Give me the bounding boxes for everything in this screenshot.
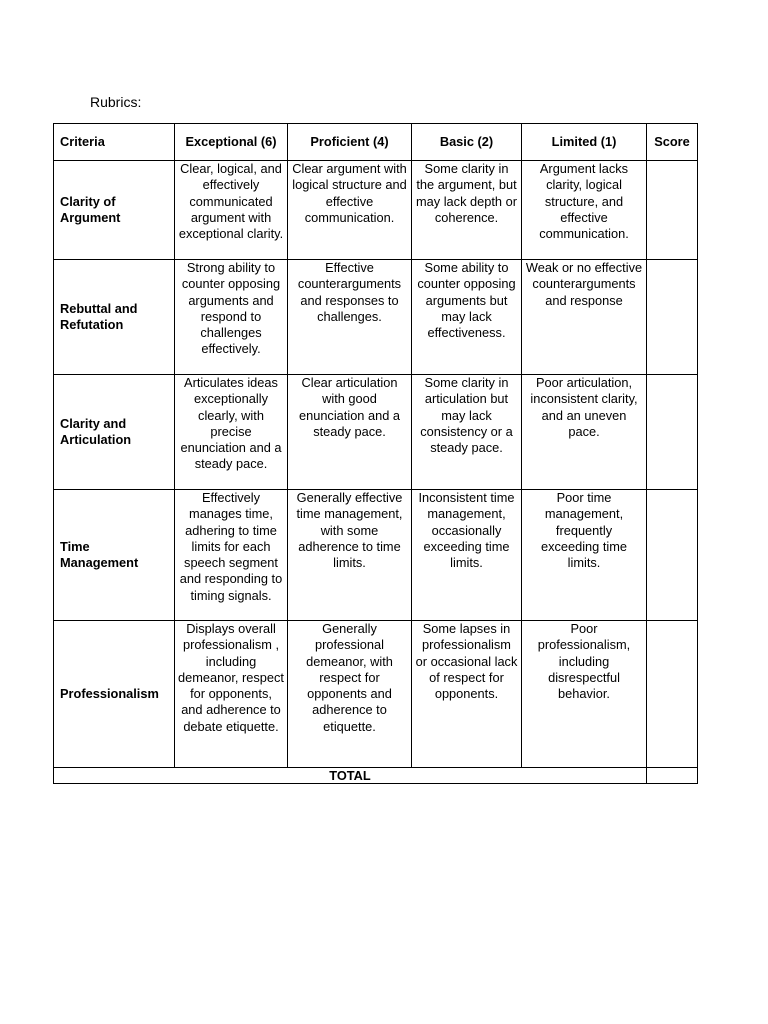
rubric-table <box>53 123 698 784</box>
criteria-cell: Time Management <box>54 490 175 621</box>
exceptional-cell: Clear, logical, and effectively communicated argument with exceptional clarity. <box>175 161 288 260</box>
basic-cell: Inconsistent time management, occasionally exceeding time limits. <box>412 490 522 621</box>
proficient-cell: Generally professional demeanor, with respect for opponents and adherence to etiquette. <box>288 621 412 768</box>
basic-cell: Some clarity in articulation but may lack consistency or a steady pace. <box>412 375 522 490</box>
header-limited: Limited (1) <box>522 124 647 161</box>
header-proficient: Proficient (4) <box>288 124 412 161</box>
exceptional-cell: Articulates ideas exceptionally clearly, with precise enunciation and a steady pace. <box>175 375 288 490</box>
criteria-cell: Clarity of Argument <box>54 161 175 260</box>
basic-cell: Some lapses in professionalism or occasional lack of respect for opponents. <box>412 621 522 768</box>
basic-cell: Some clarity in the argument, but may lack depth or coherence. <box>412 161 522 260</box>
total-score-cell <box>647 768 698 784</box>
criteria-cell: Professionalism <box>54 621 175 768</box>
score-cell <box>647 621 698 768</box>
table-row <box>54 260 698 375</box>
header-criteria: Criteria <box>54 124 175 161</box>
exceptional-cell: Effectively manages time, adhering to time limits for each speech segment and responding to timing signals. <box>175 490 288 621</box>
score-cell <box>647 260 698 375</box>
limited-cell: Argument lacks clarity, logical structure, and effective communication. <box>522 161 647 260</box>
limited-cell: Poor articulation, inconsistent clarity, and an uneven pace. <box>522 375 647 490</box>
proficient-cell: Generally effective time management, with some adherence to time limits. <box>288 490 412 621</box>
total-row <box>54 768 698 784</box>
limited-cell: Poor time management, frequently exceeding time limits. <box>522 490 647 621</box>
score-cell <box>647 375 698 490</box>
header-row <box>54 124 698 161</box>
score-cell <box>647 161 698 260</box>
proficient-cell: Clear articulation with good enunciation and a steady pace. <box>288 375 412 490</box>
criteria-cell: Rebuttal and Refutation <box>54 260 175 375</box>
limited-cell: Weak or no effective counterarguments and response <box>522 260 647 375</box>
criteria-cell: Clarity and Articulation <box>54 375 175 490</box>
table-row <box>54 161 698 260</box>
total-label: TOTAL <box>54 768 647 784</box>
header-exceptional: Exceptional (6) <box>175 124 288 161</box>
table-row <box>54 490 698 621</box>
exceptional-cell: Strong ability to counter opposing arguments and respond to challenges effectively. <box>175 260 288 375</box>
rubrics-heading: Rubrics: <box>90 94 142 110</box>
header-score: Score <box>647 124 698 161</box>
limited-cell: Poor professionalism, including disrespectful behavior. <box>522 621 647 768</box>
exceptional-cell: Displays overall professionalism , including demeanor, respect for opponents, and adherence to debate etiquette. <box>175 621 288 768</box>
header-basic: Basic (2) <box>412 124 522 161</box>
table-row <box>54 621 698 768</box>
proficient-cell: Clear argument with logical structure and effective communication. <box>288 161 412 260</box>
basic-cell: Some ability to counter opposing arguments but may lack effectiveness. <box>412 260 522 375</box>
proficient-cell: Effective counterarguments and responses to challenges. <box>288 260 412 375</box>
score-cell <box>647 490 698 621</box>
table-row <box>54 375 698 490</box>
